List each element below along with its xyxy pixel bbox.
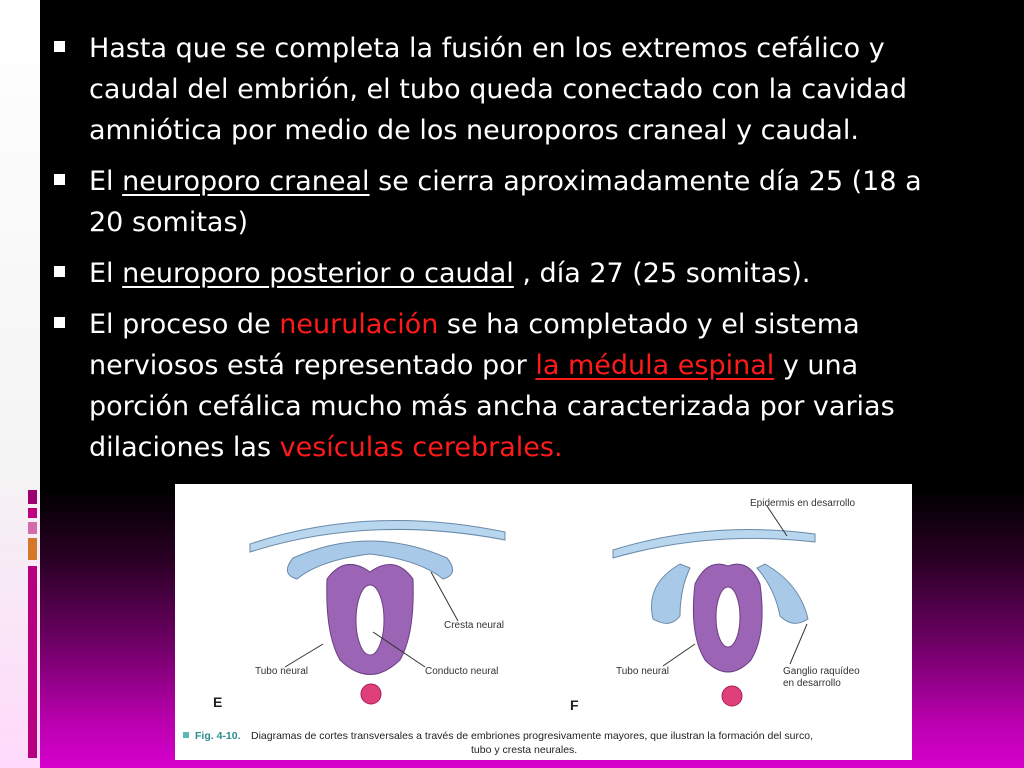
notochord-f [722,686,742,706]
figure-diagram [175,484,912,760]
term-neuroporo-caudal: neuroporo posterior o caudal [122,258,514,289]
label-epidermis: Epidermis en desarrollo [750,498,856,509]
decor-bar [28,538,37,560]
epidermis-f [613,530,815,558]
label-conducto-neural: Conducto neural [425,666,499,677]
term-medula-espinal: la médula espinal [535,350,775,381]
neural-canal-e [356,585,384,655]
bullet-text: , día 27 (25 somitas). [513,258,811,289]
neural-canal-f [716,587,740,647]
neural-crest-f-left [652,564,690,623]
neural-crest-f-right [757,564,808,623]
label-ganglio: Ganglio raquídeo [783,666,860,677]
caption-square-icon [183,732,189,738]
label-tubo-neural-f: Tubo neural [616,666,669,677]
bullet-square-icon [54,317,65,328]
bullet-text: y una porción cefálica mucho más ancha caracterizada por varias dilaciones las [89,350,895,463]
bullet-text: se cierra aproximadamente día 25 (18 a 20 somitas) [89,166,922,238]
notochord-e [361,684,381,704]
panel-letter-f: F [570,697,579,713]
bullet-text: El proceso de [89,309,280,340]
bullet-item [52,161,952,243]
leader-line [285,644,323,667]
term-neurulacion: neurulación [279,309,439,340]
caption-line-1: Diagramas de cortes transversales a través de embriones progresivamente mayores, que ilustran la formación del surco, [251,730,814,742]
decor-bar [28,490,37,504]
bullet-square-icon [54,174,65,185]
bullet-item [52,304,952,468]
bullet-text: se ha completado y el sistema nerviosos está representado por [89,309,860,381]
bullet-list [52,28,952,478]
decor-bar [28,508,37,518]
leader-line [663,644,695,666]
bullet-item [52,28,952,151]
leader-line [790,624,807,664]
decor-bar [28,522,37,534]
bullet-text: Hasta que se completa la fusión en los extremos cefálico y caudal del embrión, el tubo queda conectado con la cavidad amniótica por medio de los neuroporos craneal y caudal. [89,33,908,146]
term-vesiculas-cerebrales: vesículas cerebrales. [279,432,563,463]
caption-number: Fig. 4-10. [195,730,241,742]
panel-letter-e: E [213,694,223,710]
decor-bar [28,566,37,758]
bullet-text: El [89,166,123,197]
caption-line-2: tubo y cresta neurales. [471,744,578,756]
bullet-text: El [89,258,123,289]
label-ganglio-2: en desarrollo [783,678,841,689]
embryo-figure [175,484,912,760]
bullet-item [52,253,952,294]
bullet-square-icon [54,41,65,52]
label-tubo-neural-e: Tubo neural [255,666,308,677]
bullet-square-icon [54,266,65,277]
leader-line [431,572,458,621]
label-cresta-neural: Cresta neural [444,620,505,631]
term-neuroporo-craneal: neuroporo craneal [122,166,370,197]
